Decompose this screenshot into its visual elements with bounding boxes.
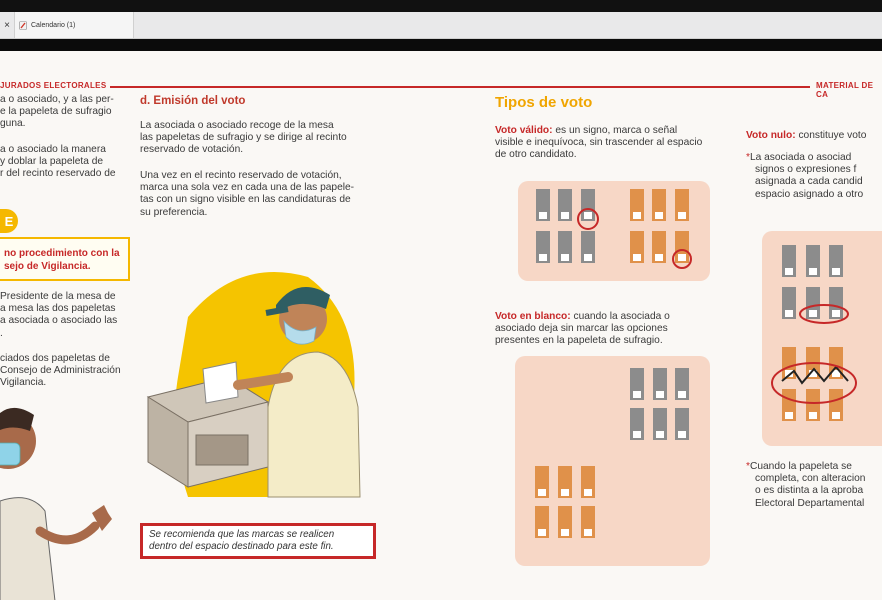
text-line: a asociada o asociado las: [0, 315, 118, 327]
text-line: La asociada o asociado recoge de la mesa: [140, 120, 334, 131]
text-line: La asociada o asociad: [749, 152, 852, 163]
procedure-box: [0, 237, 130, 281]
valid-vote-ballots: [518, 181, 710, 281]
section-heading: d. Emisión del voto: [140, 95, 246, 107]
null-vote-note: [746, 461, 865, 510]
null-vote-label: Voto nulo:: [746, 130, 796, 141]
mid-paragraph-1: [140, 120, 347, 157]
text-line: Una vez en el recinto reservado de votación,: [140, 170, 342, 181]
text-line: no procedimiento con la: [4, 248, 120, 259]
text-line: a o asociado la manera: [0, 144, 106, 155]
document-page: [0, 51, 882, 600]
text-line: Se recomienda que las marcas se realicen: [149, 529, 335, 540]
text-line: es un signo, marca o señal: [552, 125, 678, 136]
text-line: y doblar la papeleta de: [0, 156, 104, 168]
text-line: signos o expresiones f: [755, 164, 857, 176]
text-line: e la papeleta de sufragio: [0, 106, 112, 118]
header-left-label: JURADOS ELECTORALES: [0, 81, 107, 90]
text-line: las papeletas de sufragio y se dirige al recinto: [140, 132, 347, 144]
text-line: asignada a cada candid: [755, 176, 863, 188]
tab-calendario[interactable]: [14, 12, 134, 38]
text-line: marca una sola vez en cada una de las papele-: [140, 182, 355, 194]
section-tab: E: [0, 209, 18, 233]
vote-types-heading: Tipos de voto: [495, 94, 593, 111]
text-line: guna.: [0, 118, 26, 130]
null-vote-text: [746, 152, 863, 201]
recommendation-note: [140, 523, 376, 559]
left-paragraph-2: [0, 144, 116, 181]
text-line: Electoral Departamental: [755, 497, 865, 509]
text-line: su preferencia.: [140, 206, 208, 218]
valid-vote-text: [495, 125, 702, 162]
text-line: r del recinto reservado de: [0, 168, 116, 180]
tab-label: Calendario (1): [31, 21, 76, 29]
text-line: Consejo de Administración: [0, 365, 121, 377]
left-paragraph-4: [0, 353, 121, 390]
text-line: visible e inequívoca, sin trascender al espacio: [495, 137, 703, 149]
header-rule: [110, 86, 810, 88]
text-line: completa, con alteracion: [755, 473, 866, 485]
text-line: Vigilancia.: [0, 377, 47, 389]
header-right-label: MATERIAL DE CA: [816, 81, 874, 99]
text-line: presentes en la papeleta de sufragio.: [495, 335, 663, 347]
text-line: dentro del espacio destinado para este fin.: [149, 541, 334, 552]
valid-vote-label: Voto válido:: [495, 125, 553, 136]
null-vote-ballots: [762, 231, 882, 446]
text-line: o es distinta a la aproba: [755, 485, 864, 497]
left-paragraph-1: [0, 94, 114, 131]
close-tab-button[interactable]: ×: [4, 19, 10, 31]
text-line: tas con un signo visible en las candidaturas de: [140, 194, 351, 206]
tab-bar: [0, 12, 882, 39]
asterisk: *: [746, 152, 750, 163]
blank-vote-text: [495, 311, 670, 348]
pencil-icon: [19, 21, 27, 30]
blank-vote-ballots: [515, 356, 710, 566]
text-line: constituye voto: [795, 130, 867, 141]
text-line: sejo de Vigilancia.: [4, 261, 91, 272]
window-top-bar: [0, 0, 882, 12]
asterisk: *: [746, 461, 750, 472]
null-vote-title: [746, 130, 866, 142]
text-line: Presidente de la mesa de: [0, 291, 116, 302]
text-line: ciados dos papeletas de: [0, 353, 110, 364]
text-line: cuando la asociada o: [570, 311, 670, 322]
blank-vote-label: Voto en blanco:: [495, 311, 571, 322]
left-paragraph-3: [0, 291, 117, 340]
text-line: a mesa las dos papeletas: [0, 303, 116, 315]
viewer-toolbar: [0, 39, 882, 51]
voter-at-booth-illustration: [148, 257, 378, 517]
text-line: .: [0, 327, 3, 339]
text-line: a o asociado, y a las per-: [0, 94, 114, 105]
text-line: asociado deja sin marcar las opciones: [495, 323, 668, 335]
text-line: de otro candidato.: [495, 149, 577, 161]
text-line: espacio asignado a otro: [755, 188, 864, 200]
poll-worker-illustration: [0, 401, 125, 600]
text-line: Cuando la papeleta se: [749, 461, 852, 472]
mid-paragraph-2: [140, 170, 354, 219]
text-line: reservado de votación.: [140, 144, 244, 156]
